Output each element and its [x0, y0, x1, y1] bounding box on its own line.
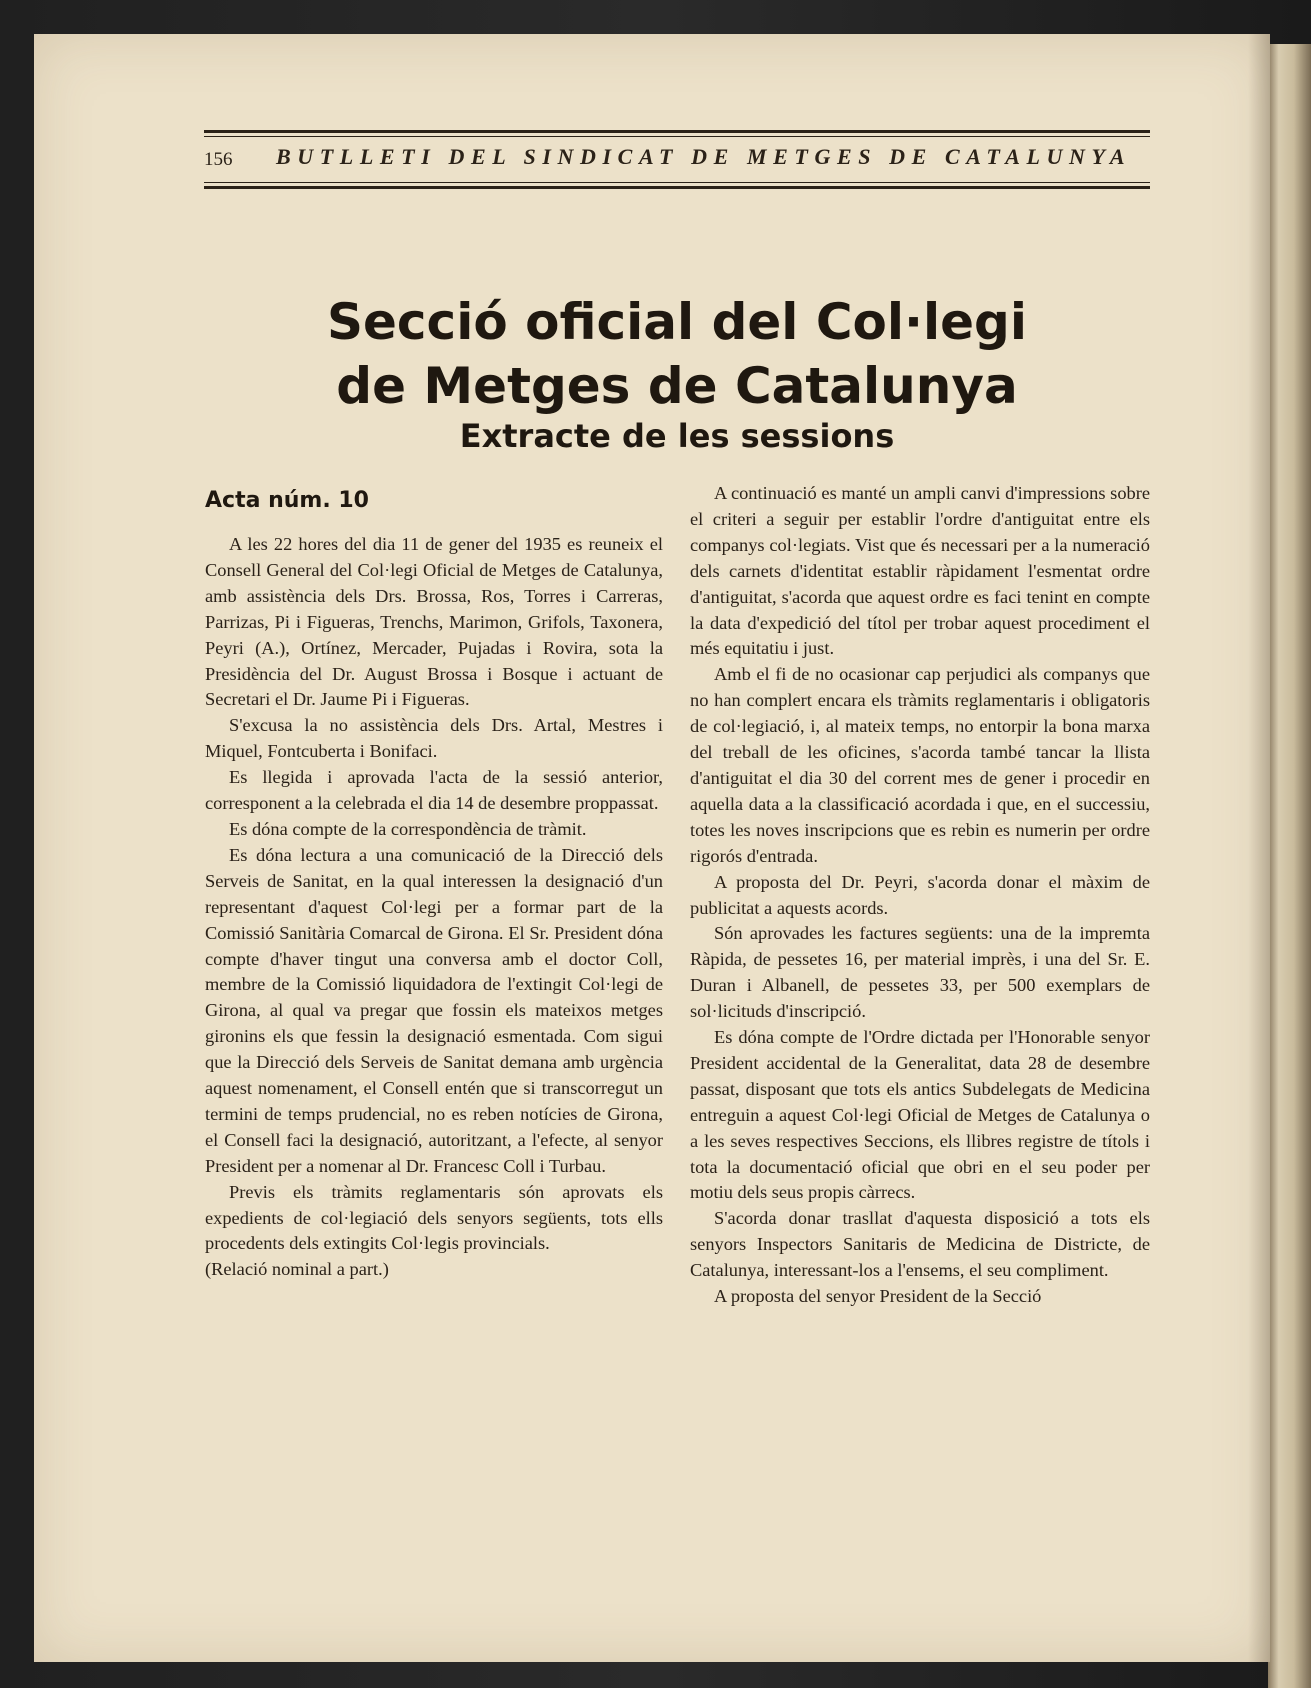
paragraph: A proposta del Dr. Peyri, s'acorda donar el màxim de publicitat a aquests acords. [690, 871, 1150, 918]
paragraph: Es dóna compte de la correspondència de tràmit. [229, 818, 587, 839]
paragraph: S'excusa la no assistència dels Drs. Artal, Mestres i Miquel, Fontcuberta i Bonifaci. [205, 715, 663, 762]
page-shadow [1248, 34, 1270, 1662]
paragraph: Es dóna compte de l'Ordre dictada per l'Honorable senyor President accidental de la Generalitat, data 28 de desembre passat, disposant que tots els antics Subdelegats de Medicina entreguin a aquest Col·legi Oficial de Metges de Catalunya o a les seves respectives Seccions, els llibres registre de títols i tota la documentació oficial que obri en el seu poder per motiu dels seus propis càrrecs. [690, 1027, 1150, 1203]
section-title [204, 290, 1150, 418]
paragraph: Previs els tràmits reglamentaris són aprovats els expedients de col·legiació dels senyors següents, tots ells procedents dels extingits Col·legis provincials. [205, 1181, 663, 1254]
right-column [690, 481, 1150, 1310]
left-column [205, 486, 663, 1283]
section-subtitle: Extracte de les sessions [459, 417, 895, 455]
next-page-edge [1268, 44, 1311, 1688]
paragraph: Es llegida i aprovada l'acta de la sessió anterior, corresponent a la celebrada el dia 14 de desembre proppassat. [205, 767, 663, 814]
paragraph: S'acorda donar trasllat d'aquesta disposició a tots els senyors Inspectors Sanitaris de Medicina de Districte, de Catalunya, interessant-los a l'ensems, el seu compliment. [690, 1208, 1150, 1281]
header-rule-bottom [204, 186, 1150, 189]
paragraph: A continuació es manté un ampli canvi d'impressions sobre el criteri a seguir per establir l'ordre d'antiguitat entre els companys col·legiats. Vist que és necessari per a la numeració dels carnets d'identitat establir ràpidament l'esmentat ordre d'antiguitat, s'acorda que aquest ordre es faci tenint en compte la data d'expedició del títol per trobar aquest procediment el més equitatiu i just. [690, 483, 1150, 659]
page-header [204, 130, 1150, 192]
header-rule-top-thin [204, 136, 1150, 137]
paragraph: Amb el fi de no ocasionar cap perjudici als companys que no han complert encara els tràmits reglamentaris i obligatoris de col·legiació, i, al mateix temps, no entorpir la bona marxa del treball de les oficines, s'acorda també tancar la llista d'antiguitat el dia 30 del corrent mes de gener i procedir en aquella data a la classificació acordada i que, en el successiu, totes les noves inscripcions que es rebin es numerin per ordre rigorós d'entrada. [690, 664, 1150, 866]
paragraph: Es dóna lectura a una comunicació de la Direcció dels Serveis de Sanitat, en la qual interessen la designació d'un representant d'aquest Col·legi per a formar part de la Comissió Sanitària Comarcal de Girona. El Sr. President dóna compte d'haver tingut una conversa amb el doctor Coll, membre de la Comissió liquidadora de l'extingit Col·legi de Girona, al qual va pregar que fossin els mateixos metges gironins els que fessin la designació esmentada. Com sigui que la Direcció dels Serveis de Sanitat demana amb urgència aquest nomenament, el Consell entén que si transcorregut un termini de temps prudencial, no es reben notícies de Girona, el Consell faci la designació, autoritzant, a l'efecte, al senyor President per a nomenar al Dr. Francesc Coll i Turbau. [205, 844, 663, 1176]
act-heading: Acta núm. 10 [205, 488, 369, 513]
paragraph: A proposta del senyor President de la Secció [714, 1286, 1042, 1307]
header-rule-bottom-thin [204, 182, 1150, 183]
section-title-line-2: de Metges de Catalunya [336, 357, 1018, 415]
note: (Relació nominal a part.) [205, 1259, 389, 1280]
header-rule-top [204, 130, 1150, 133]
page-number: 156 [204, 149, 233, 170]
paragraph: Són aprovades les factures següents: una de la impremta Ràpida, de pessetes 16, per material imprès, i una del Sr. E. Duran i Albanell, de pessetes 33, per 500 exemplars de sol·licituds d'inscripció. [690, 923, 1150, 1022]
paragraph: A les 22 hores del dia 11 de gener del 1935 es reuneix el Consell General del Col·legi Oficial de Metges de Catalunya, amb assistència dels Drs. Brossa, Ros, Torres i Carreras, Parrizas, Pi i Figueras, Trenchs, Marimon, Grifols, Taxonera, Peyri (A.), Ortínez, Mercader, Pujadas i Rovira, sota la Presidència del Dr. August Brossa i Bosque i actuant de Secretari el Dr. Jaume Pi i Figueras. [205, 534, 663, 710]
section-title-line-1: Secció oficial del Col·legi [327, 293, 1027, 351]
running-head: BUTLLETI DEL SINDICAT DE METGES DE CATALUNYA [276, 144, 1132, 169]
